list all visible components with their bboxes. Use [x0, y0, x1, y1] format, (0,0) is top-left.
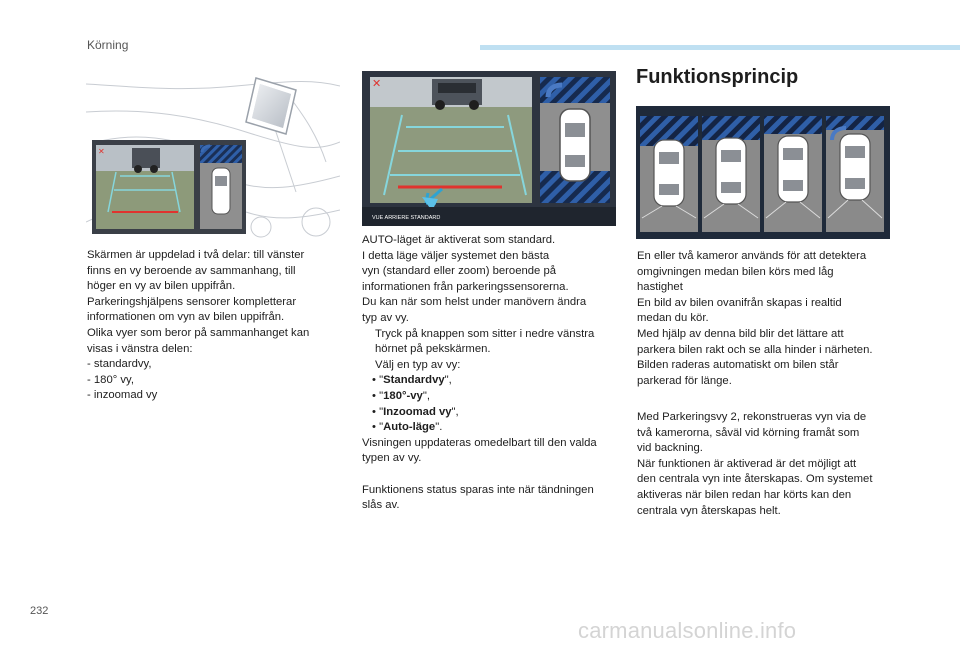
option-label: Inzoomad vy	[383, 405, 452, 418]
section-title: Körning	[87, 38, 129, 52]
split-screen-inset	[92, 140, 246, 234]
column-2-text	[362, 233, 624, 514]
text-line: informationen om vyn av bilen uppifrån.	[87, 311, 285, 324]
frame-4	[826, 116, 884, 232]
step-text: Tryck på knappen som sitter i nedre vänstra	[375, 327, 595, 340]
option-label: Standardvy	[383, 374, 445, 387]
text-line: Skärmen är uppdelad i två delar: till vänster	[87, 249, 305, 261]
frame-1	[640, 116, 698, 232]
text-line: slås av.	[362, 499, 400, 512]
text-line: Parkeringshjälpens sensorer kompletterar	[87, 295, 297, 308]
step-marker	[362, 327, 375, 343]
text-line: vyn (standard eller zoom) beroende på	[362, 265, 557, 278]
text-line: Olika vyer som beror på sammanhanget kan	[87, 326, 310, 339]
text-line: Bilden raderas automatiskt om bilen står	[637, 359, 839, 372]
text-line: finns en vy beroende av sammanhang, till	[87, 264, 296, 277]
text-line: I detta läge väljer systemet den bästa	[362, 249, 550, 262]
view-option	[362, 420, 624, 436]
text-line: höger en vy av bilen uppifrån.	[87, 280, 236, 293]
text-line: En eller två kameror används för att detektera	[637, 250, 867, 262]
text-line: vid backning.	[637, 442, 703, 455]
option-close: ".	[435, 421, 443, 434]
step-marker	[362, 358, 375, 374]
list-item: - inzoomad vy	[87, 389, 158, 402]
option-bullet: •	[372, 421, 376, 434]
option-open: "	[379, 374, 384, 387]
text-line: Visningen uppdateras omedelbart till den valda	[362, 436, 597, 449]
view-option	[362, 373, 624, 389]
dashboard-drawing	[86, 72, 340, 238]
page-number: 232	[30, 605, 49, 617]
option-close: ",	[451, 405, 459, 418]
option-label: 180°-vy	[383, 389, 423, 402]
text-line: Med Parkeringsvy 2, rekonstrueras vyn via de	[637, 411, 867, 423]
section-heading: Funktionsprincip	[636, 66, 799, 88]
option-bullet: •	[372, 389, 376, 402]
text-line: centrala vyn återskapas helt.	[637, 504, 781, 517]
list-item: - 180° vy,	[87, 373, 135, 386]
header-accent-bar	[480, 45, 960, 50]
option-open: "	[379, 389, 384, 402]
svg-text:✕: ✕	[98, 147, 105, 156]
option-open: "	[379, 421, 384, 434]
step-item-continued	[362, 342, 624, 358]
rear-camera-view-illustration	[362, 71, 616, 226]
view-option	[362, 405, 624, 421]
text-line: Funktionens status sparas inte när tändningen	[362, 483, 594, 496]
column-3-para-1	[637, 249, 899, 389]
text-line: visas i vänstra delen:	[87, 342, 193, 355]
rear-camera-drawing	[362, 71, 616, 226]
option-open: "	[379, 405, 384, 418]
column-3-para-2	[637, 410, 899, 519]
text-line: parkera bilen rakt och se alla hinder i närheten.	[637, 343, 873, 356]
text-line: parkerad för länge.	[637, 374, 732, 387]
text-line: den centrala vyn inte återskapas. Om systemet	[637, 473, 873, 486]
option-bullet: •	[372, 374, 376, 387]
top-view-drawing	[636, 106, 890, 239]
watermark: carmanualsonline.info	[578, 618, 797, 643]
text-line: omgivningen medan bilen körs med låg	[637, 265, 834, 278]
frame-3	[764, 116, 822, 232]
option-bullet: •	[372, 405, 376, 418]
text-line: Du kan när som helst under manövern ändra	[362, 296, 587, 309]
dashboard-illustration	[86, 72, 340, 238]
text-line: typ av vy.	[362, 311, 409, 324]
svg-text:✕: ✕	[372, 78, 382, 90]
step-text: hörnet på pekskärmen.	[375, 343, 491, 356]
step-text: Välj en typ av vy:	[375, 358, 461, 371]
text-line: två kamerorna, såväl vid körning framåt som	[637, 426, 860, 439]
list-item: - standardvy,	[87, 358, 152, 371]
text-line: typen av vy.	[362, 452, 422, 465]
top-view-sequence-illustration	[636, 106, 890, 239]
column-1-text	[87, 248, 347, 404]
text-line: En bild av bilen ovanifrån skapas i realtid	[637, 296, 842, 309]
camera-view-caption: VUE ARRIERE STANDARD	[372, 215, 441, 221]
option-label: Auto-läge	[383, 421, 436, 434]
text-line: AUTO-läget är aktiverat som standard.	[362, 234, 556, 246]
option-close: ",	[422, 389, 430, 402]
text-line: medan du kör.	[637, 312, 709, 325]
text-line: När funktionen är aktiverad är det möjligt att	[637, 457, 857, 470]
step-item	[362, 327, 624, 343]
frame-2	[702, 116, 760, 232]
text-line: informationen från parkeringssensorerna.	[362, 280, 569, 293]
text-line: hastighet	[637, 281, 683, 294]
option-close: ",	[444, 374, 452, 387]
view-option	[362, 389, 624, 405]
text-line: Med hjälp av denna bild blir det lättare att	[637, 327, 844, 340]
text-line: aktiveras när bilen redan har körts kan den	[637, 488, 852, 501]
step-item	[362, 358, 624, 374]
